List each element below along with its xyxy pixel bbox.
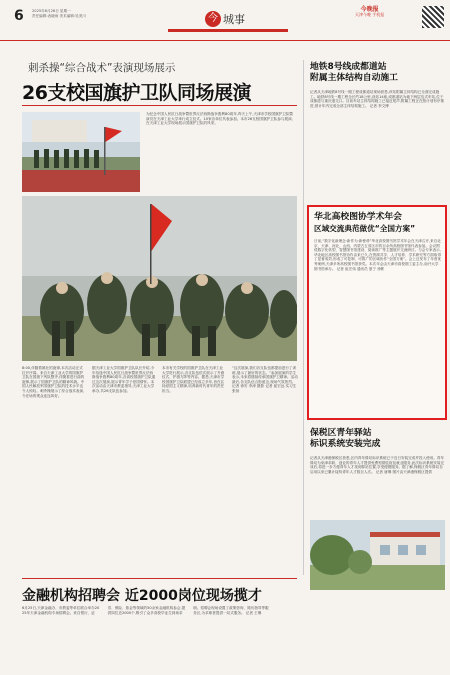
section-name: 城事 — [223, 13, 245, 26]
right-mid-photo — [310, 520, 445, 590]
right-mid-title-1: 保税区青年驿站 — [310, 428, 372, 438]
qr-code-icon — [422, 6, 444, 28]
bottom-headline: 金融机构招聘会 近2000岗位现场揽才 — [22, 588, 262, 604]
right-top-title-1: 地铁8号线成都道站 — [310, 62, 387, 72]
main-body-col-2: 据天津工业大学国旗护卫队队长介绍,今年恰逢中国人民抗日战争暨世界反法西斯战争胜利80周年,各高校国旗护卫队通过这次展演,展示青年学子爱国情怀。本次活动由天津市教委指导,天津工业大学承办,共26支队伍参加。 — [92, 366, 156, 393]
page-number: 6 — [14, 8, 24, 24]
bottom-body: 6月25日,天津金融办、市教委等单位联合举办2025年天津金融机构专场招聘会。来自银行、证券、保险、基金等领域的50余家金融机构参会,提供岗位近2000个,吸引了众多高校毕业生到场求职。招聘会现场设置了政策咨询、简历指导等服务区,为求职者提供一站式服务。 记者 王琳 — [22, 606, 269, 615]
main-headline: 26支校国旗护卫队同场展演 — [22, 82, 251, 104]
header-ribbon — [168, 29, 288, 32]
main-body-col-1: 8:00,伴随着雄壮的旋律,本次活动正式拉开序幕。来自天津工业大学的国旗护卫队在国旗下列队整齐,伴随着进行曲的旋律,展示了国旗护卫队的精神风貌。中国人民解放军国旗护卫队的技术水平也令人惊叹。刺杀操展示了综合战术表演,令在场的观众连连叫好。 — [22, 366, 85, 398]
small-photo — [22, 112, 140, 192]
editor-credits: 责任编辑:表晓雨 美术编辑:吴美川 — [32, 14, 86, 18]
right-top-title-2: 附属主体结构自动施工 — [310, 73, 398, 83]
column-divider — [303, 60, 304, 575]
main-body-col-4: “这次展演,我们各支队伍都提前进行了训练,展示了最好的状态。”参加展演的学生表示,未来将继续传承国旗护卫精神。活动最后,各支队伍合影留念,现场气氛热烈。 记者 徐安 李涛 摄影 记者 崔宏远 实习生 张扬 — [232, 366, 298, 393]
highlight-headline — [314, 212, 442, 234]
main-kicker: 刺杀操“综合战术”表演现场展示 — [28, 62, 176, 74]
right-top-headline — [310, 62, 445, 84]
main-body-col-3: 本市有关学校的国旗护卫队在天津工业大学进行展示,各支队伍依次展示了升旗仪式、护旗方阵等内容。据悉,天津市学校国旗护卫队联盟已经成立多年,旨在弘扬爱国主义精神,培养新时代青年的责任担当。 — [162, 366, 225, 393]
right-mid-headline — [310, 428, 445, 450]
logo-sub: 天津今晚 手机报 — [355, 12, 385, 17]
main-intro: 为纪念中国人民抗日战争暨世界反法西斯战争胜利80周年,昨天上午,天津市学校国旗护卫队暨演员在天津工业大学举行成立仪式。10家各单位代表参加。本市26支校国旗护卫队参与展演,在天津工业大学现场展示国旗护卫队的风采。 — [146, 112, 294, 126]
newspaper-logo — [355, 7, 384, 17]
bottom-divider — [22, 578, 297, 579]
page-header — [0, 0, 450, 41]
main-photo — [22, 196, 297, 361]
issue-date: 2025年6月26日 星期一 — [32, 9, 71, 13]
right-mid-title-2: 标识系统安装完成 — [310, 439, 381, 449]
highlight-body: 日前,“数字化新理念·新作为·新使命”华北高校图书馆学术年会在天津召开,来自北京、天津、河北、山西、内蒙古五省区市的百余所高校图书馆代表参加。会议围绕数字化转型、智慧图书馆建设、阅读推广等主题展开交流研讨。与会专家表示,华北地区高校图书馆协作由来已久,在资源共享、人才培养、学术研究等方面取得了显著成效,形成了可复制、可推广的区域协作“全国方案”。会上还发布了年度优秀案例,天津多所高校图书馆获奖。本次年会由天津市高校图工委主办,南开大学图书馆承办。 记者 崔宏伟 通讯员 夏宁 徐彬 — [314, 239, 442, 271]
logo-name: 今晚报 — [360, 6, 379, 13]
right-top-body: 记者从天津地铁8号线一期工程成都道站现场获悉,该站附属主体结构已全面完成施工。地铁8号线一期工程全长约18公里,设站14座,成都道站为地下两层岛式车站,位于成都道与重庆道交口。目前车站主体结构施工已接近尾声,附属工程正在按计划有序推进,预计年内完成全部主体结构施工。 记者 李文博 — [310, 90, 445, 108]
highlight-title-2: 区域交流典范做优“全国方案” — [314, 224, 416, 233]
divider — [22, 105, 297, 106]
highlighted-article — [307, 205, 447, 420]
header-meta — [32, 9, 86, 19]
highlight-title-1: 华北高校图协学术年会 — [314, 212, 402, 222]
section-mark-icon: 今 — [205, 11, 221, 27]
right-mid-body: 记者从天津港保税区获悉,区内青年驿站标识系统已于近日安装完成并投入使用。青年驿站为来津求职、创业的青年人才提供免费短期住宿及就业服务,此次标识系统安装完成后,将进一步方便青年人才找到驿站位置,享受便捷服务。据了解,保税区青年驿站自启用以来已累计接待青年人才数百人次。 记者 唐琳 图片由天津港保税区提供 — [310, 456, 445, 474]
